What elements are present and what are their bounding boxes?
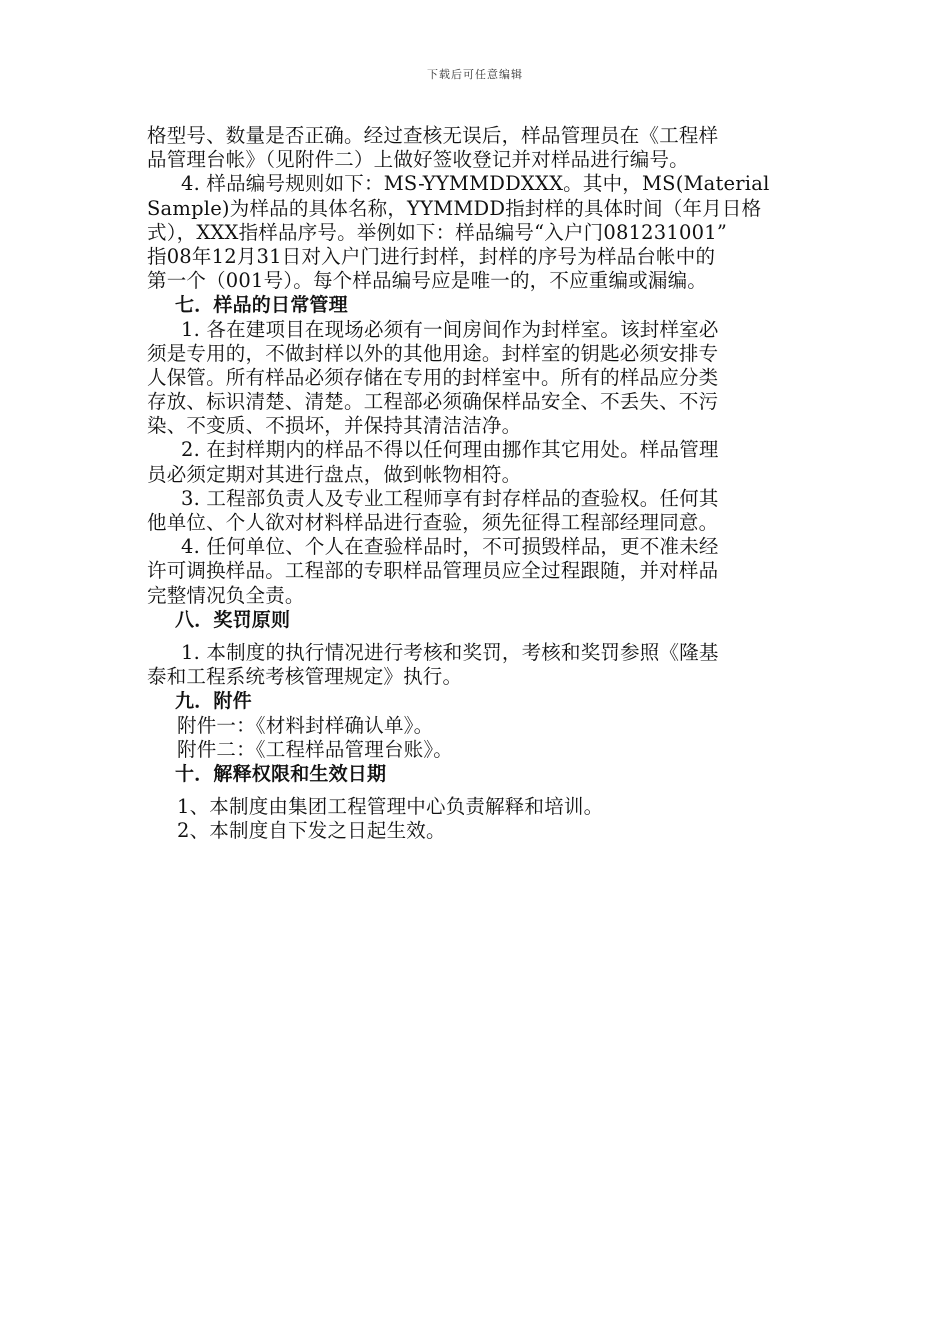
- paragraph-line: 许可调换样品。工程部的专职样品管理员应全过程跟随，并对样品: [147, 559, 719, 583]
- paragraph-line: 品管理台帐》（见附件二）上做好签收登记并对样品进行编号。: [147, 148, 689, 172]
- paragraph-line: 第一个（001号）。每个样品编号应是唯一的，不应重编或漏编。: [147, 269, 707, 293]
- paragraph-line: 2. 在封样期内的样品不得以任何理由挪作其它用处。样品管理: [181, 438, 719, 462]
- paragraph-line: 4. 任何单位、个人在查验样品时，不可损毁样品，更不准未经: [181, 535, 719, 559]
- paragraph-line: 1、本制度由集团工程管理中心负责解释和培训。: [177, 795, 604, 819]
- paragraph-line: 4. 样品编号规则如下：MS-YYMMDDXXX。其中，MS(Material: [181, 172, 770, 196]
- annex-item: 附件一：《材料封样确认单》。: [177, 713, 434, 737]
- annex-item: 附件二：《工程样品管理台账》。: [177, 737, 454, 761]
- paragraph-line: 1. 本制度的执行情况进行考核和奖罚，考核和奖罚参照《隆基: [181, 640, 719, 664]
- paragraph-line: 须是专用的，不做封样以外的其他用途。封样室的钥匙必须安排专: [147, 341, 719, 365]
- paragraph-line: 人保管。所有样品必须存储在专用的封样室中。所有的样品应分类: [147, 365, 719, 389]
- paragraph-line: 染、不变质、不损坏，并保持其清洁洁净。: [147, 414, 522, 438]
- paragraph-line: 3. 工程部负责人及专业工程师享有封存样品的查验权。任何其: [181, 486, 719, 510]
- paragraph-line: 格型号、数量是否正确。经过查核无误后，样品管理员在《工程样: [147, 124, 719, 147]
- paragraph-line: 指08年12月31日对入户门进行封样，封样的序号为样品台帐中的: [147, 244, 716, 268]
- paragraph-line: Sample)为样品的具体名称，YYMMDD指封样的具体时间（年月日格: [147, 196, 762, 220]
- section-heading-10: 十．解释权限和生效日期: [175, 762, 387, 785]
- paragraph-line: 1. 各在建项目在现场必须有一间房间作为封样室。该封样室必: [181, 317, 719, 341]
- paragraph-line: 式），XXX指样品序号。举例如下：样品编号“入户门081231001”: [147, 220, 727, 244]
- page-header: 下载后可任意编辑: [427, 68, 523, 81]
- section-heading-7: 七．样品的日常管理: [175, 294, 348, 317]
- section-heading-9: 九．附件: [175, 690, 252, 713]
- paragraph-line: 存放、标识清楚、清楚。工程部必须确保样品安全、不丢失、不污: [147, 390, 719, 414]
- paragraph-line: 员必须定期对其进行盘点，做到帐物相符。: [147, 462, 522, 486]
- paragraph-line: 泰和工程系统考核管理规定》执行。: [147, 665, 463, 689]
- paragraph-line: 2、本制度自下发之日起生效。: [177, 819, 446, 843]
- paragraph-line: 完整情况负全责。: [147, 583, 305, 607]
- document-body: [147, 124, 807, 843]
- section-heading-8: 八．奖罚原则: [175, 608, 291, 631]
- paragraph-line: 他单位、个人欲对材料样品进行查验，须先征得工程部经理同意。: [147, 511, 719, 534]
